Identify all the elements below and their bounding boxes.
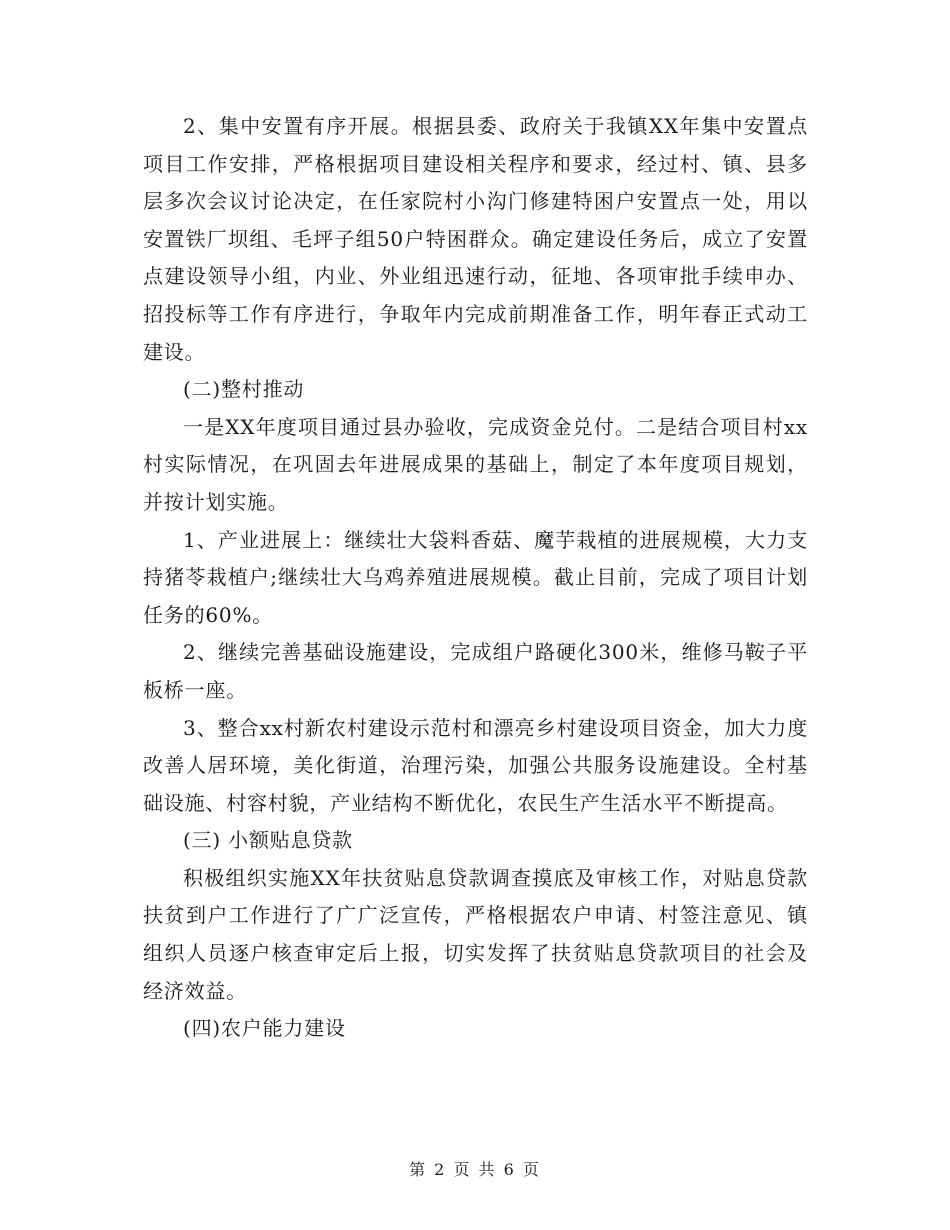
paragraph-project-acceptance: 一是XX年度项目通过县办验收，完成资金兑付。二是结合项目村xx村实际情况，在巩固去年进展成果的基础上，制定了本年度项目规划，并按计划实施。: [143, 414, 808, 514]
page-number-footer: 第 2 页 共 6 页: [409, 1160, 541, 1179]
document-body: [143, 108, 808, 1048]
section-heading-microloans: (三) 小额贴息贷款: [183, 828, 353, 853]
paragraph-centralized-resettlement: 2、集中安置有序开展。根据县委、政府关于我镇XX年集中安置点项目工作安排，严格根据项目建设相关程序和要求，经过村、镇、县多层多次会议讨论决定，在任家院村小沟门修建特困户安置点一处，用以安置铁厂坝组、毛坪子组50户特困群众。确定建设任务后，成立了安置点建设领导小组，内业、外业组迅速行动，征地、各项审批手续申办、招投标等工作有序进行，争取年内完成前期准备工作，明年春正式动工建设。: [143, 114, 808, 364]
paragraph-loan-subsidy: 积极组织实施XX年扶贫贴息贷款调查摸底及审核工作，对贴息贷款扶贫到户工作进行了广广泛宣传，严格根据农户申请、村签注意见、镇组织人员逐户核查审定后上报，切实发挥了扶贫贴息贷款项目的社会及经济效益。: [143, 865, 808, 1003]
section-heading-whole-village: (二)整村推动: [183, 377, 305, 402]
paragraph-village-integration: 3、整合xx村新农村建设示范村和漂亮乡村建设项目资金，加大力度改善人居环境，美化街道，治理污染，加强公共服务设施建设。全村基础设施、村容村貌，产业结构不断优化，农民生产生活水平不断提高。: [143, 715, 808, 815]
paragraph-industry-development: 1、产业进展上：继续壮大袋料香菇、魔芋栽植的进展规模，大力支持猪苓栽植户;继续壮大乌鸡养殖进展规模。截止目前，完成了项目计划任务的60%。: [143, 527, 808, 627]
section-heading-capacity-building: (四)农户能力建设: [183, 1016, 346, 1041]
paragraph-infrastructure: 2、继续完善基础设施建设，完成组户路硬化300米，维修马鞍子平板桥一座。: [143, 640, 808, 702]
